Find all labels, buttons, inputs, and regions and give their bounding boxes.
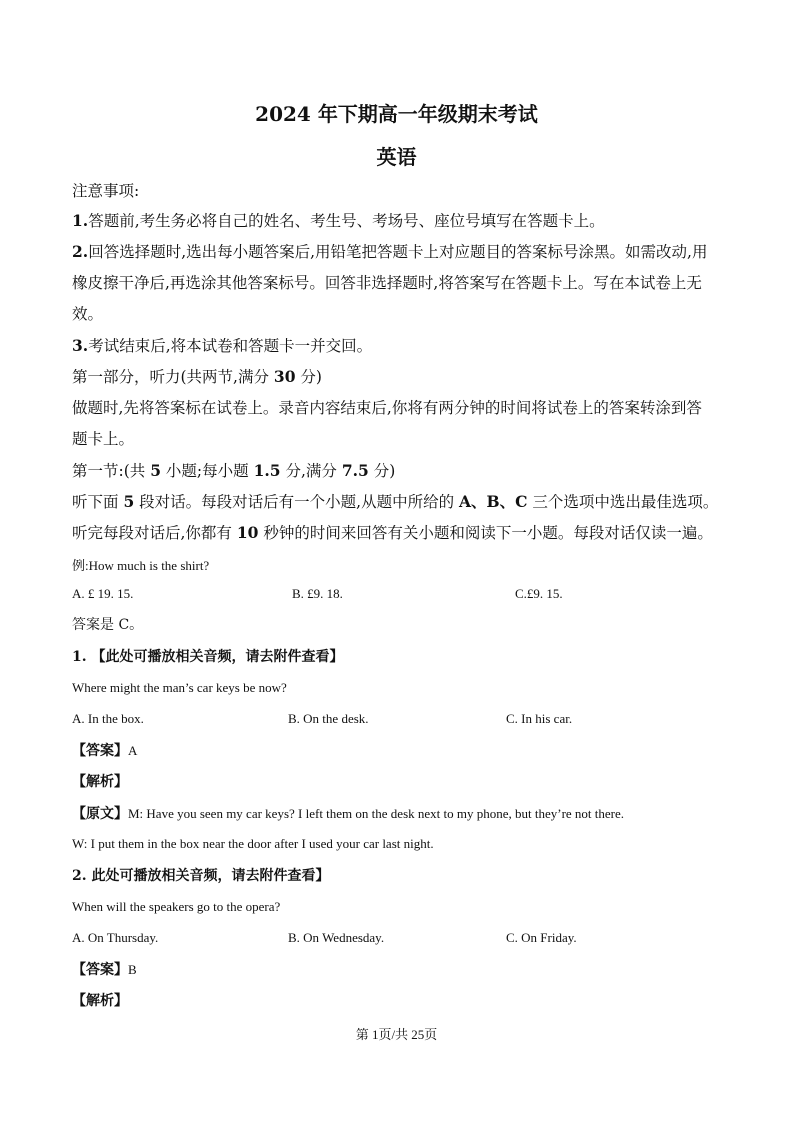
title-text: 年下期高一年级期末考试 <box>317 102 538 126</box>
part1-score: 30 <box>273 367 296 386</box>
note-1-number: 1. <box>72 211 89 230</box>
instr1-a: 听下面 <box>72 493 124 511</box>
q1-option-b: B. On the desk. <box>288 711 369 726</box>
note-1-text: 答题前,考生务必将自己的姓名、考生号、考场号、座位号填写在答题卡上。 <box>88 212 605 230</box>
q2-analysis-label: 【解析】 <box>72 993 128 1009</box>
q2-answer-value: B <box>128 962 137 977</box>
section1-b: 小题;每小题 <box>161 462 254 480</box>
section1-total: 7.5 <box>341 461 369 480</box>
q2-option-a: A. On Thursday. <box>72 930 159 945</box>
part1-heading-a: 第一部分，听力(共两节,满分 <box>72 368 274 386</box>
q1-original-w: W: I put them in the box near the door after I used your car last night. <box>72 836 434 851</box>
instr2-a: 听完每段对话后,你都有 <box>72 524 237 542</box>
q1-answer <box>72 740 137 760</box>
part1-desc-b: 题卡上。 <box>72 430 135 448</box>
note-2-line-a <box>72 240 707 262</box>
example-answer: 答案是 C。 <box>72 617 144 633</box>
instruction-1 <box>72 490 718 512</box>
q1-option-a: A. In the box. <box>72 711 144 726</box>
q2-answer-label: 【答案】 <box>72 962 128 978</box>
note-3-text: 考试结束后,将本试卷和答题卡一并交回。 <box>88 337 373 355</box>
part1-heading <box>72 365 322 387</box>
q2-option-b: B. On Wednesday. <box>288 930 385 945</box>
page-number: 第 1页/共 25页 <box>355 1027 438 1042</box>
note-3 <box>72 334 372 356</box>
q2-answer <box>72 959 137 979</box>
example-question: 例:How much is the shirt? <box>72 558 210 573</box>
example-option-b: B. £9. 18. <box>292 586 343 601</box>
instr1-b: 段对话。每段对话后有一个小题,从题中所给的 <box>134 493 460 511</box>
notes-heading: 注意事项: <box>72 182 140 200</box>
section1-a: 第一节:(共 <box>72 462 151 480</box>
section1-each: 1.5 <box>253 461 281 480</box>
q1-question: Where might the man’s car keys be now? <box>72 680 287 695</box>
instr2-b: 秒钟的时间来回答有关小题和阅读下一小题。每段对话仅读一遍。 <box>258 524 713 542</box>
q2-option-c: C. On Friday. <box>506 930 577 945</box>
q1-original-label: 【原文】 <box>72 806 128 822</box>
q1-audio-header: 1. 【此处可播放相关音频，请去附件查看】 <box>72 649 344 665</box>
section1-d: 分) <box>368 462 396 480</box>
q1-original-m-text: M: Have you seen my car keys? I left them on the desk next to my phone, but they’re not there. <box>128 806 625 821</box>
instruction-2 <box>72 521 713 543</box>
note-2-line-b: 橡皮擦干净后,再选涂其他答案标号。回答非选择题时,将答案写在答题卡上。写在本试卷上无 <box>72 274 702 292</box>
title-year: 2024 <box>255 102 311 126</box>
q1-analysis-label: 【解析】 <box>72 774 128 790</box>
note-1 <box>72 209 605 231</box>
instr2-seconds: 10 <box>236 523 259 542</box>
note-2-line-c: 效。 <box>72 305 104 323</box>
q1-original-m <box>72 803 624 823</box>
note-3-number: 3. <box>72 336 89 355</box>
part1-heading-b: 分) <box>295 368 322 386</box>
exam-title <box>0 98 793 127</box>
example-option-a: A. £ 19. 15. <box>72 586 134 601</box>
q2-audio-header: 2. 此处可播放相关音频，请去附件查看】 <box>72 868 330 884</box>
section1-count: 5 <box>150 461 161 480</box>
q1-answer-value: A <box>128 743 138 758</box>
q1-answer-label: 【答案】 <box>72 743 128 759</box>
note-2-number: 2. <box>72 242 89 261</box>
q1-option-c: C. In his car. <box>506 711 573 726</box>
note-2-text-a: 回答选择题时,选出每小题答案后,用铅笔把答题卡上对应题目的答案标号涂黑。如需改动,用 <box>88 243 708 261</box>
section1-c: 分,满分 <box>280 462 342 480</box>
part1-desc-a: 做题时,先将答案标在试卷上。录音内容结束后,你将有两分钟的时间将试卷上的答案转涂到答 <box>72 399 702 417</box>
instr1-options: A、B、C <box>459 492 528 511</box>
q2-question: When will the speakers go to the opera? <box>72 899 281 914</box>
instr1-count: 5 <box>123 492 135 511</box>
example-option-c: C.£9. 15. <box>515 586 563 601</box>
section1-heading <box>72 459 395 481</box>
instr1-c: 三个选项中选出最佳选项。 <box>527 493 719 511</box>
subject-title: 英语 <box>376 145 417 169</box>
